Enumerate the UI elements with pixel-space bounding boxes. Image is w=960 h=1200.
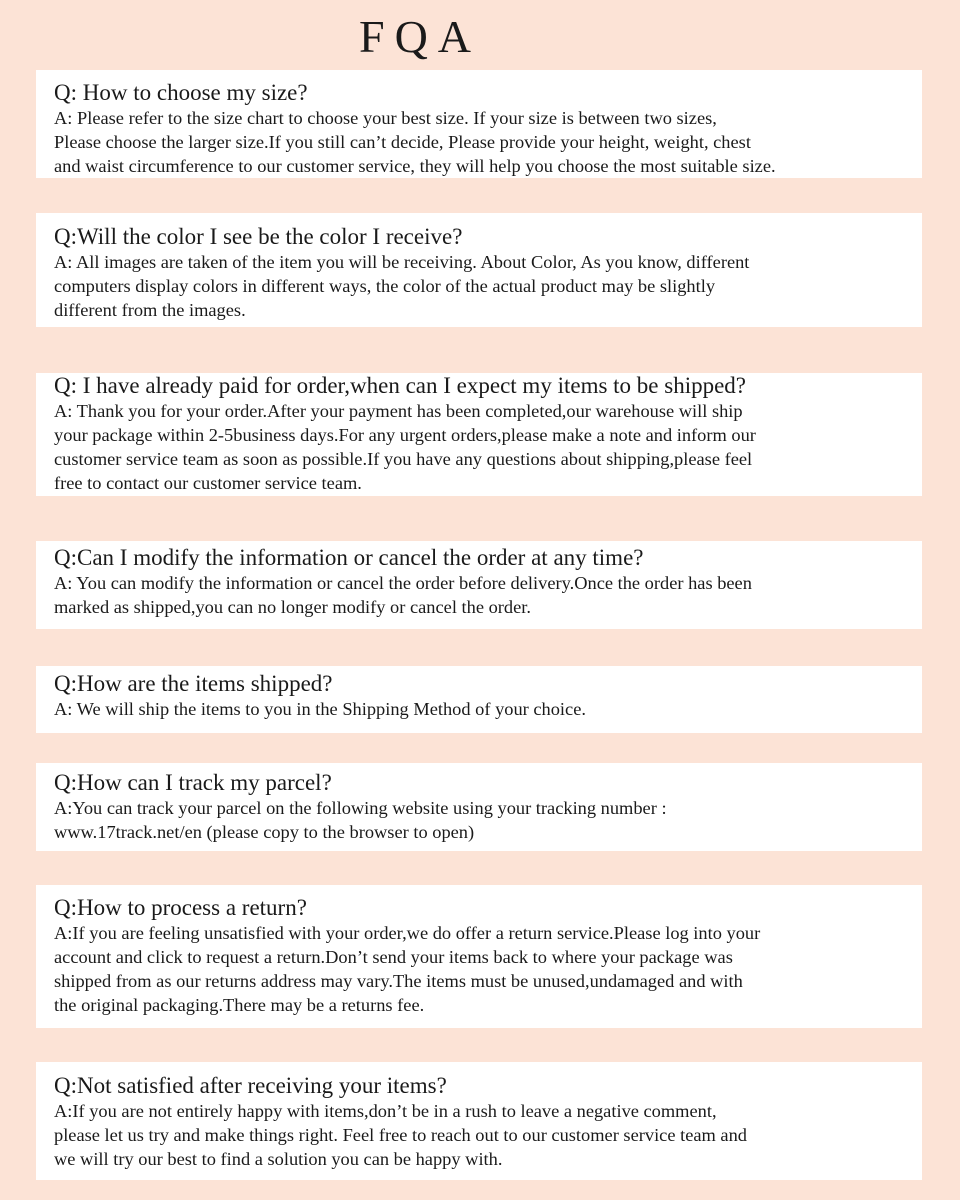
- faq-item-size: [36, 70, 922, 178]
- faq-answer: A: All images are taken of the item you will be receiving. About Color, As you know, different computers display colors in different ways, the color of the actual product may be slightly different from the images.: [54, 252, 750, 320]
- faq-answer: A: Thank you for your order.After your payment has been completed,our warehouse will ship your package within 2-5business days.For any urgent orders,please make a note and inform our customer service team as soon as possible.If you have any questions about shipping,please feel free to contact our customer service team.: [54, 401, 756, 493]
- faq-answer: A:If you are feeling unsatisfied with your order,we do offer a return service.Please log into your account and click to request a return.Don’t send your items back to where your package was shipped from as our returns address may vary.The items must be unused,undamaged and with the original packaging.There may be a returns fee.: [54, 923, 761, 1015]
- faq-answer: A:If you are not entirely happy with items,don’t be in a rush to leave a negative comment, please let us try and make things right. Feel free to reach out to our customer service team and we will try our best to find a solution you can be happy with.: [54, 1101, 747, 1169]
- faq-answer: A: We will ship the items to you in the Shipping Method of your choice.: [54, 699, 586, 719]
- faq-answer: A: You can modify the information or cancel the order before delivery.Once the order has been marked as shipped,you can no longer modify or cancel the order.: [54, 573, 752, 617]
- faq-item-shipping-time: [36, 373, 922, 496]
- faq-item-shipping-method: [36, 666, 922, 733]
- faq-question: Q:Will the color I see be the color I receive?: [54, 224, 463, 249]
- faq-question: Q:How to process a return?: [54, 895, 307, 920]
- faq-question: Q:How are the items shipped?: [54, 671, 333, 696]
- faq-answer: A:You can track your parcel on the following website using your tracking number : www.17track.net/en (please copy to the browser to open): [54, 798, 667, 842]
- faq-item-not-satisfied: [36, 1062, 922, 1180]
- faq-item-modify-order: [36, 541, 922, 629]
- faq-question: Q:Not satisfied after receiving your items?: [54, 1073, 447, 1098]
- faq-question: Q: How to choose my size?: [54, 80, 308, 105]
- faq-item-color: [36, 213, 922, 327]
- faq-answer: A: Please refer to the size chart to choose your best size. If your size is between two sizes, Please choose the larger size.If you still can’t decide, Please provide your height, weight, chest and waist circumference to our customer service, they will help you choose the most suitable size.: [54, 108, 776, 176]
- faq-item-tracking: [36, 763, 922, 851]
- faq-question: Q:Can I modify the information or cancel the order at any time?: [54, 545, 644, 570]
- faq-question: Q:How can I track my parcel?: [54, 770, 332, 795]
- page-title: FQA: [358, 11, 482, 62]
- faq-question: Q: I have already paid for order,when can I expect my items to be shipped?: [54, 373, 747, 398]
- faq-item-return: [36, 885, 922, 1028]
